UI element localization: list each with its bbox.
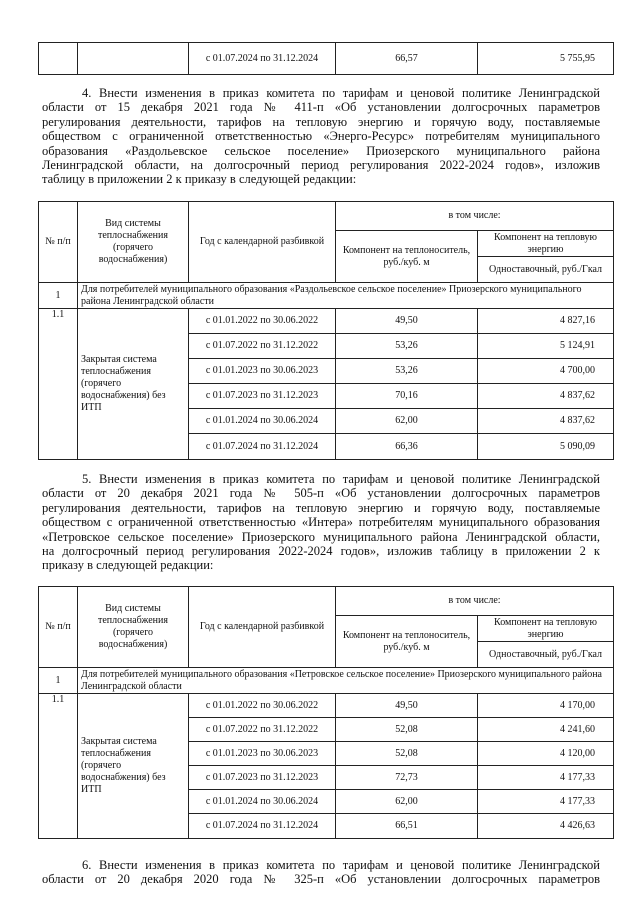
carrier-value: 72,73: [336, 766, 478, 790]
header-system: Вид системы теплоснабжения (горячего водоснабжения): [78, 202, 189, 283]
tariff-table-2: [38, 586, 614, 839]
period-cell: с 01.07.2022 по 31.12.2022: [189, 334, 336, 359]
energy-value: 4 827,16: [478, 309, 614, 334]
energy-value: 5 090,09: [478, 434, 614, 460]
period-cell: с 01.01.2023 по 30.06.2023: [189, 359, 336, 384]
header-year: Год с календарной разбивкой: [189, 587, 336, 668]
energy-value: 4 426,63: [478, 814, 614, 839]
period-cell: с 01.01.2024 по 30.06.2024: [189, 790, 336, 814]
paragraph-line: регулирования деятельности, тарифов на тепловую энергию и горячую воду, поставляемые: [42, 114, 600, 129]
energy-value: 5 124,91: [478, 334, 614, 359]
system-type: Закрытая система теплоснабжения (горячего водоснабжения) без ИТП: [78, 309, 189, 460]
period-cell: с 01.01.2022 по 30.06.2022: [189, 309, 336, 334]
period-cell: с 01.07.2023 по 31.12.2023: [189, 766, 336, 790]
sub-num: 1.1: [39, 309, 78, 460]
energy-value: 4 241,60: [478, 718, 614, 742]
table-cell: [78, 43, 189, 75]
carrier-value: 49,50: [336, 309, 478, 334]
header-onepart: Одноставочный, руб./Гкал: [478, 257, 614, 283]
carrier-value: 52,08: [336, 742, 478, 766]
energy-value: 4 170,00: [478, 694, 614, 718]
paragraph-line: области от 20 декабря 2020 года № 325-п «Об установлении долгосрочных параметров: [42, 872, 600, 887]
carrier-value: 62,00: [336, 790, 478, 814]
paragraph-line: на долгосрочный период регулирования 2022-2024 годов», изложив таблицу в приложении 2 к: [42, 544, 600, 559]
paragraph-4: [42, 86, 600, 187]
carrier-value: 66,36: [336, 434, 478, 460]
header-num: № п/п: [39, 202, 78, 283]
energy-value: 4 837,62: [478, 409, 614, 434]
row-num: 1: [39, 668, 78, 694]
period-cell: с 01.07.2023 по 31.12.2023: [189, 384, 336, 409]
paragraph-line: «Петровское сельское поселение» Приозерского муниципального района Ленинградской области,: [42, 529, 600, 544]
energy-value: 4 177,33: [478, 766, 614, 790]
paragraph-line: регулирования деятельности, тарифов на тепловую энергию и горячую воду, поставляемые: [42, 500, 600, 515]
header-carrier: Компонент на теплоноситель, руб./куб. м: [336, 616, 478, 668]
row-num: 1: [39, 283, 78, 309]
period-cell: с 01.07.2024 по 31.12.2024: [189, 43, 336, 75]
paragraph-line: Ленинградской области, на долгосрочный период регулирования 2022-2024 годов», изложив: [42, 158, 600, 173]
header-year: Год с календарной разбивкой: [189, 202, 336, 283]
paragraph-line: 5. Внести изменения в приказ комитета по тарифам и ценовой политике Ленинградской: [82, 472, 600, 486]
paragraph-line: 4. Внести изменения в приказ комитета по тарифам и ценовой политике Ленинградской: [82, 86, 600, 100]
header-num: № п/п: [39, 587, 78, 668]
header-energy: Компонент на тепловую энергию: [478, 616, 614, 642]
carrier-value: 66,51: [336, 814, 478, 839]
header-energy: Компонент на тепловую энергию: [478, 231, 614, 257]
header-system: Вид системы теплоснабжения (горячего водоснабжения): [78, 587, 189, 668]
paragraph-line: приказу в следующей редакции:: [42, 558, 214, 573]
paragraph-6: [42, 858, 600, 887]
header-onepart: Одноставочный, руб./Гкал: [478, 642, 614, 668]
paragraph-line: обществом с ограниченной ответственностью «Энерго-Ресурс» потребителям муниципального: [42, 129, 600, 144]
table-cell: [39, 43, 78, 75]
header-carrier: Компонент на теплоноситель, руб./куб. м: [336, 231, 478, 283]
paragraph-5: [42, 472, 600, 573]
paragraph-line: образования «Раздольевское сельское поселение» Приозерского муниципального района: [42, 143, 600, 158]
paragraph-line: области от 20 декабря 2021 года № 505-п «Об установлении долгосрочных параметров: [42, 486, 600, 501]
period-cell: с 01.01.2023 по 30.06.2023: [189, 742, 336, 766]
energy-value: 4 177,33: [478, 790, 614, 814]
consumers-row: Для потребителей муниципального образования «Раздольевское сельское поселение» Приозерского муниципального района Ленинградской области: [78, 283, 614, 309]
period-cell: с 01.07.2024 по 31.12.2024: [189, 434, 336, 460]
period-cell: с 01.01.2022 по 30.06.2022: [189, 694, 336, 718]
period-cell: с 01.07.2024 по 31.12.2024: [189, 814, 336, 839]
paragraph-line: обществом с ограниченной ответственностью «Интера» потребителям муниципального образования: [42, 515, 600, 530]
energy-value: 5 755,95: [478, 43, 614, 75]
system-type: Закрытая система теплоснабжения (горячего водоснабжения) без ИТП: [78, 694, 189, 839]
sub-num: 1.1: [39, 694, 78, 839]
top-continuation-table: [38, 42, 614, 75]
paragraph-line: области от 15 декабря 2021 года № 411-п «Об установлении долгосрочных параметров: [42, 100, 600, 115]
paragraph-line: 6. Внести изменения в приказ комитета по тарифам и ценовой политике Ленинградской: [82, 858, 600, 872]
energy-value: 4 120,00: [478, 742, 614, 766]
carrier-value: 49,50: [336, 694, 478, 718]
header-including: в том числе:: [336, 587, 614, 616]
carrier-value: 53,26: [336, 359, 478, 384]
carrier-value: 70,16: [336, 384, 478, 409]
carrier-value: 62,00: [336, 409, 478, 434]
energy-value: 4 700,00: [478, 359, 614, 384]
period-cell: с 01.01.2024 по 30.06.2024: [189, 409, 336, 434]
carrier-value: 52,08: [336, 718, 478, 742]
header-including: в том числе:: [336, 202, 614, 231]
consumers-row: Для потребителей муниципального образования «Петровское сельское поселение» Приозерского муниципального района Ленинградской области: [78, 668, 614, 694]
paragraph-line: таблицу в приложении 2 к приказу в следующей редакции:: [42, 172, 357, 187]
carrier-value: 53,26: [336, 334, 478, 359]
carrier-value: 66,57: [336, 43, 478, 75]
period-cell: с 01.07.2022 по 31.12.2022: [189, 718, 336, 742]
energy-value: 4 837,62: [478, 384, 614, 409]
tariff-table-1: [38, 201, 614, 460]
